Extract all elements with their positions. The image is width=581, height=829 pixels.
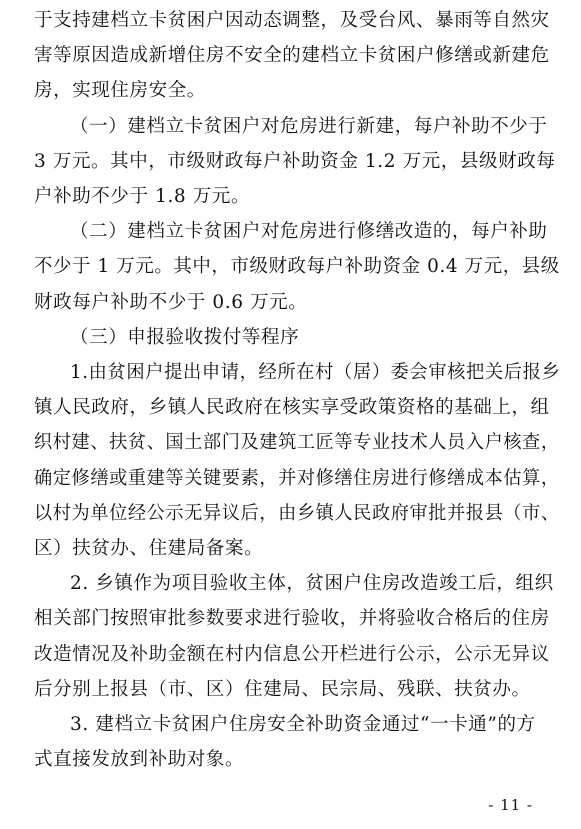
- text-line-10: （三）申报验收拨付等程序: [70, 326, 300, 348]
- page-number: - 11 -: [488, 796, 533, 814]
- text-line-22: 式直接发放到补助对象。: [34, 749, 245, 771]
- text-line-11: 1.由贫困户提出申请，经所在村（居）委会审核把关后报乡: [70, 362, 561, 383]
- text-line-1: 于支持建档立卡贫困户因动态调整，及受台风、暴雨等自然灾: [34, 10, 550, 31]
- text-line-6: 户补助不少于 1.8 万元。: [34, 186, 251, 207]
- text-line-7: （二）建档立卡贫困户对危房进行修缮改造的，每户补助: [70, 221, 548, 243]
- text-line-18: 相关部门按照审批参数要求进行验收，并将验收合格后的住房: [34, 608, 550, 630]
- text-line-4: （一）建档立卡贫困户对危房进行新建，每户补助不少于: [70, 115, 548, 137]
- text-line-20: 后分别上报县（市、区）住建局、民宗局、残联、扶贫办。: [34, 678, 531, 700]
- text-line-9: 财政每户补助不少于 0.6 万元。: [34, 291, 308, 313]
- text-line-16: 区）扶贫办、住建局备案。: [34, 538, 264, 559]
- text-line-14: 确定修缮或重建等关键要素，并对修缮住房进行修缮成本估算，: [34, 467, 560, 489]
- text-line-15: 以村为单位经公示无异议后，由乡镇人民政府审批并报县（市、: [34, 502, 560, 524]
- text-line-13: 织村建、扶贫、国土部门及建筑工匠等专业技术人员入户核查，: [34, 432, 560, 454]
- text-line-12: 镇人民政府，乡镇人民政府在核实享受政策资格的基础上，组: [34, 397, 550, 419]
- text-line-3: 房，实现住房安全。: [34, 80, 206, 102]
- text-line-19: 改造情况及补助金额在村内信息公开栏进行公示，公示无异议: [34, 643, 550, 665]
- text-line-21: 3. 建档立卡贫困户住房安全补助资金通过“一卡通”的方: [70, 714, 536, 735]
- text-line-17: 2. 乡镇作为项目验收主体，贫困户住房改造竣工后，组织: [70, 573, 554, 595]
- text-line-5: 3 万元。其中，市级财政每户补助资金 1.2 万元，县级财政每: [34, 150, 556, 172]
- text-line-2: 害等原因造成新增住房不安全的建档立卡贫困户修缮或新建危: [34, 45, 550, 67]
- text-line-8: 不少于 1 万元。其中，市级财政每户补助资金 0.4 万元，县级: [34, 256, 560, 278]
